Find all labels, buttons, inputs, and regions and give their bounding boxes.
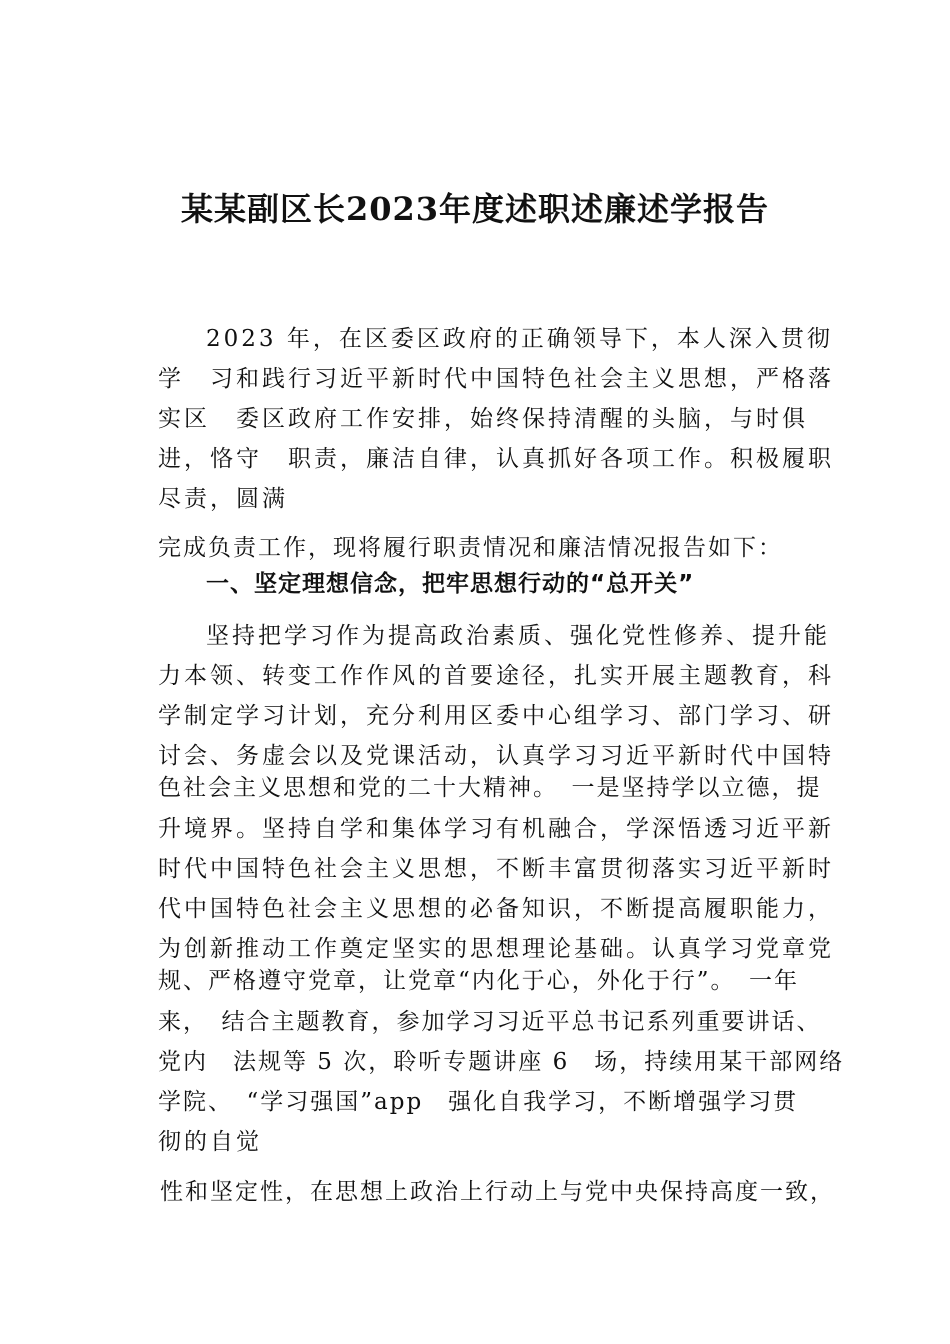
body-line: 党内 法规等 5 次，聆听专题讲座 6 场，持续用某干部网络 <box>158 1049 845 1075</box>
intro-line: 进，恪守 职责，廉洁自律，认真抓好各项工作。积极履职 <box>158 446 834 472</box>
body-line: 坚持把学习作为提高政治素质、强化党性修养、提升能 <box>206 623 830 649</box>
body-line: 升境界。坚持自学和集体学习有机融合，学深悟透习近平新 <box>158 816 834 842</box>
body-line: 力本领、转变工作作风的首要途径，扎实开展主题教育，科 <box>158 663 834 689</box>
body-line: 讨会、务虚会以及党课活动，认真学习习近平新时代中国特 <box>158 743 834 769</box>
body-line: 学院、 “学习强国”app 强化自我学习，不断增强学习贯 <box>158 1089 799 1115</box>
body-line: 色社会主义思想和党的二十大精神。 一是坚持学以立德，提 <box>158 775 822 801</box>
intro-line: 完成负责工作，现将履行职责情况和廉洁情况报告如下： <box>158 535 783 561</box>
body-line: 来， 结合主题教育，参加学习习近平总书记系列重要讲话、 <box>158 1009 822 1035</box>
body-line: 性和坚定性，在思想上政治上行动上与党中央保持高度一致， <box>160 1179 835 1205</box>
body-line: 彻的自觉 <box>158 1129 262 1155</box>
document-title: 某某副区长2023年度述职述廉述学报告 <box>180 190 770 228</box>
body-line: 规、严格遵守党章，让党章“内化于心，外化于行”。 一年 <box>158 968 800 994</box>
body-line: 学制定学习计划，充分利用区委中心组学习、部门学习、研 <box>158 703 834 729</box>
body-line: 为创新推动工作奠定坚实的思想理论基础。认真学习党章党 <box>158 936 834 962</box>
intro-line: 实区 委区政府工作安排，始终保持清醒的头脑，与时俱 <box>158 406 808 432</box>
body-line: 时代中国特色社会主义思想，不断丰富贯彻落实习近平新时 <box>158 856 834 882</box>
intro-line: 2023 年，在区委区政府的正确领导下，本人深入贯彻 <box>206 326 833 352</box>
body-line: 代中国特色社会主义思想的必备知识，不断提高履职能力， <box>158 896 834 922</box>
intro-line: 学 习和践行习近平新时代中国特色社会主义思想，严格落 <box>158 366 834 392</box>
section-heading: 一、坚定理想信念，把牢思想行动的“总开关” <box>206 571 695 597</box>
intro-line: 尽责，圆满 <box>158 486 288 512</box>
